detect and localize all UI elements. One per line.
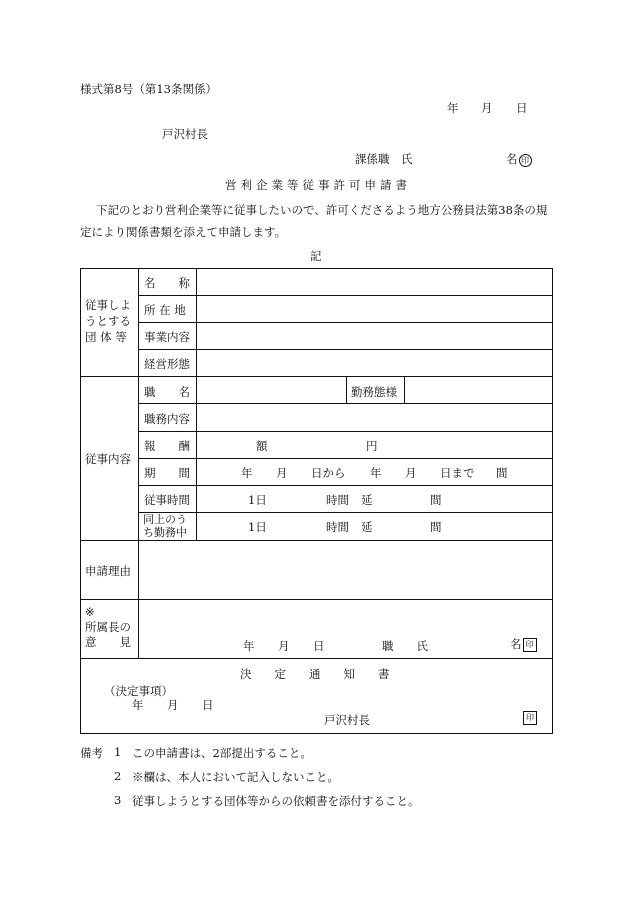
note-2-num: 2	[114, 769, 122, 783]
pay-yen-label: 円	[366, 439, 378, 453]
period-from-day: 日から	[311, 466, 346, 480]
name-field[interactable]	[197, 269, 552, 295]
seal-icon: 印	[523, 711, 537, 725]
note-1-num: 1	[114, 745, 122, 759]
opinion-month: 月	[278, 639, 290, 653]
row-label-management: 経営形態	[144, 357, 190, 371]
row-label-hours: 従事時間	[144, 493, 190, 507]
during-per-day: 1日	[248, 520, 267, 534]
period-days: 間	[496, 466, 508, 480]
period-to-day: 日まで	[440, 466, 475, 480]
work-style-field[interactable]	[405, 377, 552, 403]
opinion-label: ※ 所属長の 意 見	[85, 605, 131, 649]
decision-year: 年	[132, 698, 144, 712]
date-month: 月	[481, 101, 493, 115]
opinion-name-field[interactable]	[510, 636, 537, 652]
post-field[interactable]	[197, 377, 346, 403]
period-to-month: 月	[405, 466, 417, 480]
name-suffix: 名	[506, 152, 518, 166]
during-hours-unit: 時間	[326, 520, 349, 534]
hours-unit: 時間	[326, 493, 349, 507]
applicant-name-field[interactable]	[506, 151, 532, 167]
group-organization-label: 従事しよ うとする 団 体 等	[85, 298, 131, 344]
hours-per-day: 1日	[248, 493, 267, 507]
during-total-unit: 間	[430, 520, 442, 534]
seal-icon: 印	[519, 154, 532, 167]
applicant-label: 課係職 氏	[355, 152, 413, 166]
decision-seal-field[interactable]	[522, 710, 537, 725]
row-label-post: 職 名	[144, 385, 190, 399]
intro-line-1: 下記のとおり営利企業等に従事したいので、許可くださるよう地方公務員法第38条の規	[96, 203, 548, 217]
business-field[interactable]	[197, 323, 552, 349]
period-from-month: 月	[276, 466, 288, 480]
decision-day: 日	[202, 698, 214, 712]
decision-month: 月	[167, 698, 179, 712]
decision-issuer: 戸沢村長	[324, 713, 370, 727]
document-title: 営利企業等従事許可申請書	[225, 178, 411, 192]
duties-field[interactable]	[197, 404, 552, 431]
group-work-label: 従事内容	[85, 452, 131, 466]
period-to-year: 年	[370, 466, 382, 480]
row-label-name: 名 称	[144, 276, 190, 290]
pay-amount-label: 額	[256, 439, 268, 453]
during-total: 延	[361, 520, 373, 534]
decision-matter: （決定事項）	[104, 684, 173, 698]
note-2-text: ※欄は、本人において記入しないこと。	[132, 770, 339, 784]
opinion-name: 名	[510, 637, 522, 651]
note-3-text: 従事しようとする団体等からの依頼書を添付すること。	[132, 794, 420, 808]
address-field[interactable]	[197, 296, 552, 322]
row-label-address: 所 在 地	[144, 303, 186, 317]
hours-total-unit: 間	[430, 493, 442, 507]
opinion-day: 日	[313, 639, 325, 653]
opinion-year: 年	[243, 639, 255, 653]
row-label-period: 期 間	[144, 466, 190, 480]
notes-label: 備考	[80, 746, 103, 760]
intro-line-2: 定により関係書類を添えて申請します。	[80, 225, 287, 239]
reason-label: 申請理由	[85, 564, 131, 578]
opinion-official: 職 氏	[382, 639, 428, 653]
row-label-during-work: 同上のう ち勤務中	[143, 513, 187, 539]
date-day: 日	[516, 101, 528, 115]
work-style-label: 勤務態様	[351, 385, 397, 399]
ki-heading: 記	[310, 249, 322, 263]
row-label-pay: 報 酬	[144, 439, 190, 453]
row-label-duties: 職務内容	[144, 412, 190, 426]
hours-total: 延	[361, 493, 373, 507]
period-from-year: 年	[241, 466, 253, 480]
form-number: 様式第8号（第13条関係）	[80, 82, 217, 96]
date-year: 年	[447, 101, 459, 115]
seal-icon: 印	[523, 638, 537, 652]
reason-field[interactable]	[139, 541, 552, 599]
decision-title: 決 定 通 知 書	[240, 667, 390, 681]
row-label-business: 事業内容	[144, 330, 190, 344]
note-3-num: 3	[114, 793, 122, 807]
management-field[interactable]	[197, 350, 552, 376]
addressee: 戸沢村長	[162, 127, 208, 141]
note-1-text: この申請書は、2部提出すること。	[132, 746, 312, 760]
